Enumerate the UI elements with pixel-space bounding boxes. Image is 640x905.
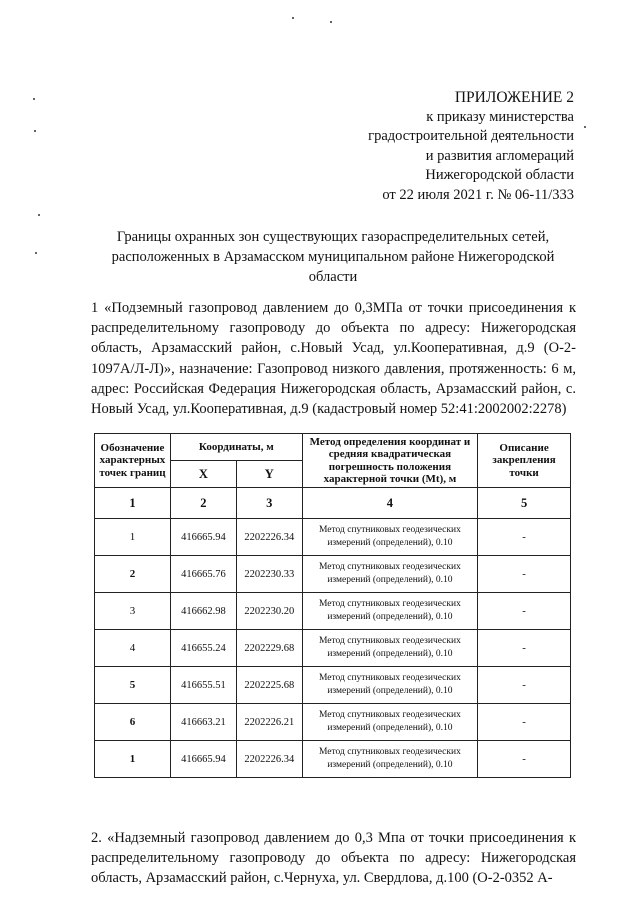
point-id: 5 xyxy=(95,667,171,704)
coord-x: 416665.76 xyxy=(170,556,236,593)
fixing-text: - xyxy=(478,593,571,630)
section-1-paragraph: 1 «Подземный газопровод давлением до 0,3МПа от точки присоединения к распределительному газопроводу до объекта по адресу: Нижегородская область, Арзамасский район, с.Новый Усад, ул.Кооперативная, д.9 (О-2-1097А/Л-Л)», назначение: Газопровод низкого давления, протяженность: 6 м, адрес: Российская Федерация Нижегородская область, Арзамасский район, с. Новый Усад, ул.Кооперативная, д.9 (кадастровый номер 52:41:2002002:2278) xyxy=(91,300,576,418)
fixing-text: - xyxy=(478,704,571,741)
header-fixing-description: Описание закрепления точки xyxy=(478,434,571,488)
appendix-header xyxy=(368,88,574,205)
header-point-designation: Обозначение характерных точек границ xyxy=(95,434,171,488)
document-title: Границы охранных зон существующих газораспределительных сетей, расположенных в Арзамасском муниципальном районе Нижегородской области xyxy=(111,229,555,285)
header-coordinates: Координаты, м xyxy=(170,434,302,461)
header-method: Метод определения координат и средняя квадратическая погрешность положения характерной точки (Mt), м xyxy=(302,434,477,488)
table-row xyxy=(95,593,571,630)
fixing-text: - xyxy=(478,741,571,778)
column-number: 4 xyxy=(302,488,477,519)
method-text: Метод спутниковых геодезических измерений (определений), 0.10 xyxy=(302,556,477,593)
point-id: 1 xyxy=(95,741,171,778)
appendix-line: градостроительной деятельности xyxy=(368,128,574,144)
scan-speck xyxy=(330,21,332,23)
point-id: 3 xyxy=(95,593,171,630)
method-text: Метод спутниковых геодезических измерений (определений), 0.10 xyxy=(302,630,477,667)
coord-y: 2202226.34 xyxy=(236,741,302,778)
point-id: 2 xyxy=(95,556,171,593)
method-text: Метод спутниковых геодезических измерений (определений), 0.10 xyxy=(302,741,477,778)
coordinates-table xyxy=(94,433,571,778)
method-text: Метод спутниковых геодезических измерений (определений), 0.10 xyxy=(302,667,477,704)
method-text: Метод спутниковых геодезических измерений (определений), 0.10 xyxy=(302,593,477,630)
coord-y: 2202226.34 xyxy=(236,519,302,556)
coord-x: 416665.94 xyxy=(170,519,236,556)
scan-speck xyxy=(292,17,294,19)
coord-y: 2202230.20 xyxy=(236,593,302,630)
table-row xyxy=(95,556,571,593)
table-row xyxy=(95,741,571,778)
appendix-line: к приказу министерства xyxy=(426,108,574,125)
appendix-line: Нижегородской области xyxy=(425,167,574,183)
point-id: 1 xyxy=(95,519,171,556)
appendix-line: и развития агломераций xyxy=(425,147,574,164)
fixing-text: - xyxy=(478,556,571,593)
appendix-date: от 22 июля 2021 г. № 06-11/333 xyxy=(382,186,574,203)
coord-y: 2202225.68 xyxy=(236,667,302,704)
point-id: 4 xyxy=(95,630,171,667)
coord-y: 2202230.33 xyxy=(236,556,302,593)
fixing-text: - xyxy=(478,519,571,556)
coord-y: 2202226.21 xyxy=(236,704,302,741)
method-text: Метод спутниковых геодезических измерений (определений), 0.10 xyxy=(302,704,477,741)
table-row xyxy=(95,519,571,556)
header-x: X xyxy=(170,461,236,488)
coord-x: 416655.51 xyxy=(170,667,236,704)
coord-x: 416655.24 xyxy=(170,630,236,667)
scan-speck xyxy=(38,214,40,216)
appendix-title: ПРИЛОЖЕНИЕ 2 xyxy=(454,89,574,106)
coord-y: 2202229.68 xyxy=(236,630,302,667)
column-number: 5 xyxy=(478,488,571,519)
column-number: 3 xyxy=(236,488,302,519)
coord-x: 416663.21 xyxy=(170,704,236,741)
column-number: 2 xyxy=(170,488,236,519)
table-row xyxy=(95,630,571,667)
fixing-text: - xyxy=(478,667,571,704)
scan-speck xyxy=(35,252,37,254)
header-y: Y xyxy=(236,461,302,488)
method-text: Метод спутниковых геодезических измерений (определений), 0.10 xyxy=(302,519,477,556)
scan-speck xyxy=(34,130,36,132)
scan-speck xyxy=(33,98,35,100)
table-row xyxy=(95,667,571,704)
table-row xyxy=(95,704,571,741)
coord-x: 416665.94 xyxy=(170,741,236,778)
point-id: 6 xyxy=(95,704,171,741)
column-number: 1 xyxy=(95,488,171,519)
column-number-row xyxy=(95,488,571,519)
coord-x: 416662.98 xyxy=(170,593,236,630)
section-2-paragraph: 2. «Надземный газопровод давлением до 0,3 Мпа от точки присоединения к распределительному газопроводу до объекта по адресу: Нижегородская область, Арзамасский район, с.Чернуха, ул. Свердлова, д.100 (О-2-0352 А- xyxy=(91,830,576,887)
fixing-text: - xyxy=(478,630,571,667)
scan-speck xyxy=(584,126,586,128)
